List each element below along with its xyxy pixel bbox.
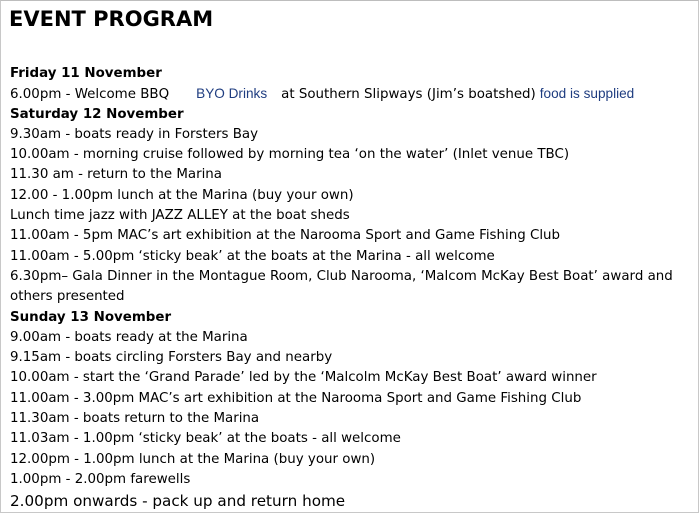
saturday-item: Lunch time jazz with JAZZ ALLEY at the boat sheds [10,208,350,224]
food-supplied-text: food is supplied [539,86,635,102]
bbq-text: 6.00pm - Welcome BBQ [10,87,170,103]
saturday-item: 12.00 - 1.00pm lunch at the Marina (buy your own) [10,187,354,203]
saturday-item: 11.00am - 5.00pm ‘sticky beak’ at the boats at the Marina - all welcome [10,248,495,264]
saturday-item: 11.30 am - return to the Marina [10,167,222,183]
sunday-item: 1.00pm - 2.00pm farewells [10,471,191,487]
sunday-item: 10.00am - start the ‘Grand Parade’ led by the ‘Malcolm McKay Best Boat’ award winner [10,370,597,386]
sunday-item: 12.00pm - 1.00pm lunch at the Marina (buy your own) [10,451,376,467]
sunday-item: 9.00am - boats ready at the Marina [10,329,248,345]
bbq-location-text: at Southern Slipways (Jim’s boatshed) [281,87,536,103]
program-body [10,64,696,512]
sunday-item: 11.03am - 1.00pm ‘sticky beak’ at the boats - all welcome [10,431,401,447]
saturday-item: 11.00am - 5pm MAC’s art exhibition at the Narooma Sport and Game Fishing Club [10,228,561,244]
saturday-item: 9.30am - boats ready in Forsters Bay [10,126,259,142]
sunday-heading: Sunday 13 November [10,309,172,325]
sunday-last-item: 2.00pm onwards - pack up and return home [10,492,346,511]
saturday-item: 6.30pm– Gala Dinner in the Montague Room, Club Narooma, ‘Malcom McKay Best Boat’ award and others presented [10,268,673,305]
sunday-item: 9.15am - boats circling Forsters Bay and nearby [10,350,333,366]
sunday-item: 11.30am - boats return to the Marina [10,411,260,427]
saturday-item: 10.00am - morning cruise followed by morning tea ‘on the water’ (Inlet venue TBC) [10,147,570,163]
byo-drinks-text: BYO Drinks [196,86,268,102]
friday-heading: Friday 11 November [10,66,162,81]
saturday-heading: Saturday 12 November [10,106,184,122]
friday-bbq-line [10,84,696,104]
sunday-item: 11.00am - 3.00pm MAC’s art exhibition at the Narooma Sport and Game Fishing Club [10,390,582,406]
page-title: EVENT PROGRAM [9,7,214,31]
